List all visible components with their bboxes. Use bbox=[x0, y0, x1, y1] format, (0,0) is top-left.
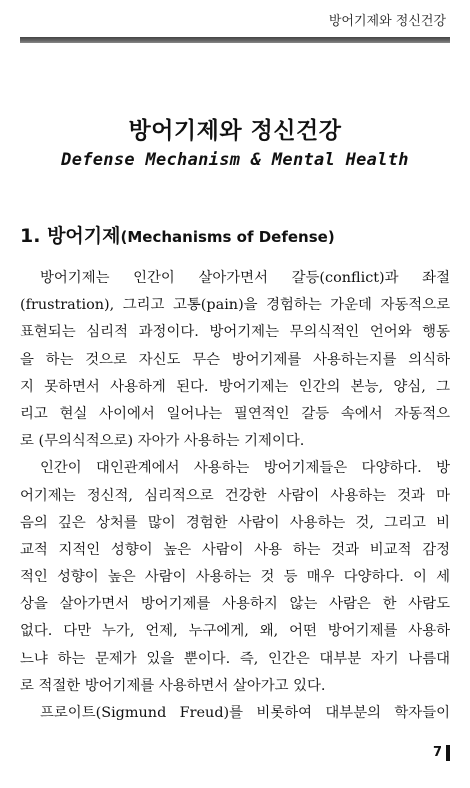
page-subtitle: Defense Mechanism & Mental Health bbox=[61, 150, 409, 170]
page-number: 7 bbox=[432, 745, 442, 760]
page-title: 방어기제와 정신건강 bbox=[128, 118, 342, 144]
body-line: 상을 살아가면서 방어기제를 사용하지 않는 사람은 한 사람도 bbox=[20, 596, 450, 613]
body-line: 느냐 하는 문제가 있을 뿐이다. 즉, 인간은 대부분 자기 나름대 bbox=[20, 650, 450, 667]
body-line: 로 적절한 방어기제를 사용하면서 살아가고 있다. bbox=[20, 677, 326, 694]
body-line: (frustration), 그리고 고통(pain)을 경험하는 가운데 자동적으로 bbox=[20, 297, 450, 314]
body-line: 프로이트(Sigmund Freud)를 비롯하여 대부분의 학자들이 bbox=[40, 705, 450, 721]
body-line: 표현되는 심리적 과정이다. 방어기제는 무의식적인 언어와 행동 bbox=[20, 324, 450, 341]
running-header: 방어기제와 정신건강 bbox=[328, 14, 446, 29]
page-number-bar bbox=[446, 745, 450, 761]
body-line: 방어기제는 인간이 살아가면서 갈등(conflict)과 좌절 bbox=[40, 270, 450, 286]
body-line: 없다. 다만 누가, 언제, 누구에게, 왜, 어떤 방어기제를 사용하 bbox=[20, 623, 450, 640]
body-text bbox=[20, 265, 450, 727]
section-title-english: (Mechanisms of Defense) bbox=[120, 228, 335, 246]
body-line: 리고 현실 사이에서 일어나는 필연적인 갈등 속에서 자동적으 bbox=[20, 405, 450, 422]
body-line: 교적 지적인 성향이 높은 사람이 사용 하는 것과 비교적 감정 bbox=[20, 541, 450, 558]
section-number: 1. bbox=[20, 225, 41, 247]
header-rule bbox=[20, 37, 450, 43]
body-line: 음의 깊은 상처를 많이 경험한 사람이 사용하는 것, 그리고 비 bbox=[20, 514, 450, 531]
body-line: 인간이 대인관계에서 사용하는 방어기제들은 다양하다. 방 bbox=[40, 460, 450, 477]
body-line: 적인 성향이 높은 사람이 사용하는 것 등 매우 다양하다. 이 세 bbox=[20, 569, 450, 586]
section-title-korean: 방어기제 bbox=[47, 225, 121, 247]
section-heading bbox=[20, 221, 335, 248]
body-line: 로 (무의식적으로) 자아가 사용하는 기제이다. bbox=[20, 433, 305, 450]
body-line: 어기제는 정신적, 심리적으로 건강한 사람이 사용하는 것과 마 bbox=[20, 487, 450, 504]
body-line: 을 하는 것으로 자신도 무슨 방어기제를 사용하는지를 의식하 bbox=[20, 351, 450, 368]
body-line: 지 못하면서 사용하게 된다. 방어기제는 인간의 본능, 양심, 그 bbox=[20, 378, 450, 395]
